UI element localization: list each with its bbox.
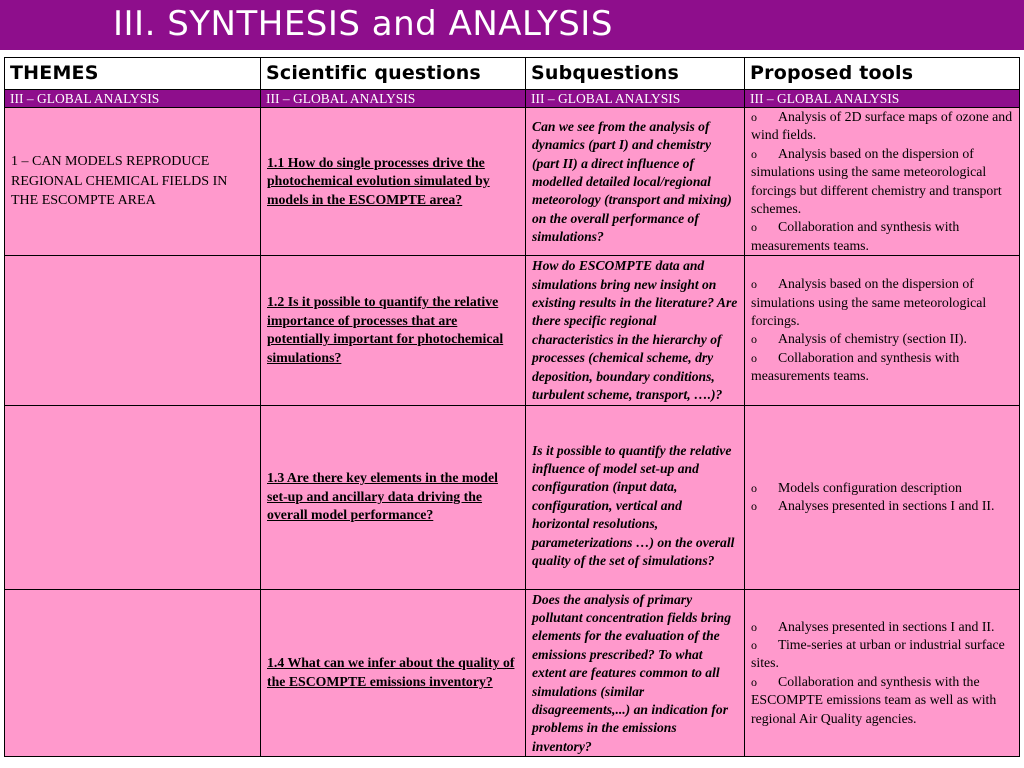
bullet-icon: o — [751, 332, 757, 347]
bullet-icon: o — [751, 638, 757, 653]
theme-cell — [5, 589, 261, 757]
bullet-icon: o — [751, 619, 757, 634]
tools-list — [751, 618, 1013, 728]
bullet-icon: o — [751, 110, 757, 124]
question-cell — [261, 256, 526, 405]
table-row — [5, 405, 1020, 589]
subquestion-text: Does the analysis of primary pollutant concentration fields bring elements for the evaluation of the emissions prescribed? To what extent are features common to all simulations (similar disagreements,...) an indication for problems in the emissions inventory? — [532, 591, 732, 754]
theme-cell — [5, 108, 261, 256]
tool-text: Analysis of 2D surface maps of ozone and wind fields. — [751, 109, 1013, 143]
tool-item — [751, 330, 1013, 348]
tool-text: Analysis based on the dispersion of simulations using the same meteorological forcings. — [751, 276, 987, 328]
header-themes: THEMES — [5, 58, 261, 90]
question-cell — [261, 589, 526, 757]
question-cell — [261, 108, 526, 256]
tool-item — [751, 349, 1013, 386]
tool-text: Models configuration description — [778, 479, 962, 495]
subquestion-cell — [526, 108, 745, 256]
table-row — [5, 108, 1020, 256]
tools-cell — [745, 108, 1020, 256]
question-text: 1.2 Is it possible to quantify the relative importance of processes that are potentially important for photochemical simulations? — [267, 294, 504, 365]
section-label: III – GLOBAL ANALYSIS — [261, 90, 526, 108]
tool-text: Collaboration and synthesis with the ESCOMPTE emissions team as well as with regional Air Quality agencies. — [751, 673, 997, 726]
theme-text: 1 – CAN MODELS REPRODUCE REGIONAL CHEMICAL FIELDS IN THE ESCOMPTE AREA — [11, 154, 228, 209]
tool-text: Analyses presented in sections I and II. — [778, 618, 995, 634]
subquestion-text: How do ESCOMPTE data and simulations bring new insight on existing results in the literature? Are there specific regional characteristics in the hierarchy of processes (chemical scheme, dry deposition, boundary conditions, turbulent scheme, transport, ….)? — [532, 258, 738, 403]
subquestion-cell — [526, 405, 745, 589]
tool-text: Collaboration and synthesis with measurements teams. — [751, 219, 960, 253]
question-text: 1.1 How do single processes drive the photochemical evolution simulated by models in the ESCOMPTE area? — [267, 154, 490, 207]
tools-list — [751, 275, 1013, 385]
tool-item — [751, 145, 1013, 219]
bullet-icon: o — [751, 674, 757, 689]
bullet-icon: o — [751, 350, 757, 365]
tools-cell — [745, 405, 1020, 589]
tool-item — [751, 108, 1013, 145]
header-scientific-questions: Scientific questions — [261, 58, 526, 90]
tool-item — [751, 673, 1013, 728]
tool-item — [751, 497, 1013, 515]
section-label: III – GLOBAL ANALYSIS — [5, 90, 261, 108]
question-text: 1.4 What can we infer about the quality of the ESCOMPTE emissions inventory? — [267, 655, 515, 689]
subquestion-cell — [526, 589, 745, 757]
header-proposed-tools: Proposed tools — [745, 58, 1020, 90]
section-label-row — [5, 90, 1020, 108]
table-header-row — [5, 58, 1020, 90]
title-bar — [0, 0, 1024, 50]
bullet-icon: o — [751, 146, 757, 161]
subquestion-cell — [526, 256, 745, 405]
tools-list — [751, 108, 1013, 255]
tool-text: Analysis based on the dispersion of simulations using the same meteorological forcings but different chemistry and transport schemes. — [751, 145, 1002, 217]
tool-text: Analysis of chemistry (section II). — [778, 331, 967, 347]
table-row — [5, 589, 1020, 757]
question-text: 1.3 Are there key elements in the model set-up and ancillary data driving the overall model performance? — [267, 470, 498, 523]
tool-text: Analyses presented in sections I and II. — [778, 498, 995, 513]
bullet-icon: o — [751, 480, 757, 495]
table-row — [5, 256, 1020, 405]
tool-text: Time-series at urban or industrial surface sites. — [751, 637, 1005, 671]
theme-cell — [5, 405, 261, 589]
tool-item — [751, 275, 1013, 330]
tools-list — [751, 479, 1013, 516]
subquestion-text: Is it possible to quantify the relative influence of model set-up and configuration (input data, configuration, vertical and horizontal resolutions, parameterizations …) on the overall quality of the set of simulations? — [532, 442, 735, 569]
bullet-icon: o — [751, 277, 757, 292]
bullet-icon: o — [751, 220, 757, 235]
tools-cell — [745, 589, 1020, 757]
tool-text: Collaboration and synthesis with measurements teams. — [751, 349, 960, 384]
section-label: III – GLOBAL ANALYSIS — [526, 90, 745, 108]
tools-cell — [745, 256, 1020, 405]
subquestion-text: Can we see from the analysis of dynamics (part I) and chemistry (part II) a direct influence of modelled detailed local/regional meteorology (transport and mixing) on the overall performance of simulations? — [532, 118, 732, 245]
tool-item — [751, 479, 1013, 497]
question-cell — [261, 405, 526, 589]
theme-cell — [5, 256, 261, 405]
tool-item — [751, 618, 1013, 636]
tool-item — [751, 636, 1013, 673]
tool-item — [751, 218, 1013, 255]
section-label: III – GLOBAL ANALYSIS — [745, 90, 1020, 108]
bullet-icon: o — [751, 499, 757, 513]
header-subquestions: Subquestions — [526, 58, 745, 90]
slide-title: III. SYNTHESIS and ANALYSIS — [113, 4, 613, 44]
synthesis-table — [4, 57, 1020, 757]
